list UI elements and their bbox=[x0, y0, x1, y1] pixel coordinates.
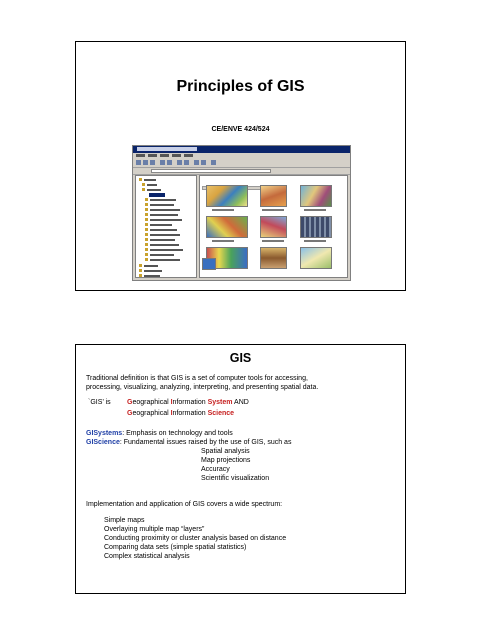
slide-heading: GIS bbox=[229, 351, 252, 365]
spectrum-item: Complex statistical analysis bbox=[104, 553, 190, 560]
issue-item: Scientific visualization bbox=[201, 475, 270, 482]
slide-title bbox=[75, 41, 406, 291]
thumbnail-pane bbox=[199, 175, 348, 278]
issue-item: Map projections bbox=[201, 457, 251, 464]
issue-item: Spatial analysis bbox=[201, 448, 250, 455]
intro-line-2: processing, visualizing, analyzing, interpreting, and presenting spatial data. bbox=[86, 384, 319, 391]
intro-line-1: Traditional definition is that GIS is a set of computer tools for accessing, bbox=[86, 375, 308, 382]
spectrum-item: Comparing data sets (simple spatial statistics) bbox=[104, 544, 247, 551]
catalog-tree bbox=[135, 175, 197, 278]
app-titlebar bbox=[133, 146, 350, 153]
app-address-bar bbox=[133, 168, 350, 175]
definition-science: Geographical Information Science bbox=[127, 410, 235, 417]
spectrum-item: Overlaying multiple map “layers” bbox=[104, 526, 205, 533]
issue-item: Accuracy bbox=[201, 466, 230, 473]
gisystems-line: GISystems: Emphasis on technology and tools bbox=[86, 430, 233, 437]
spectrum-item: Simple maps bbox=[104, 517, 145, 524]
spectrum-item: Conducting proximity or cluster analysis based on distance bbox=[104, 535, 287, 542]
slide-heading: Principles of GIS bbox=[176, 78, 305, 95]
definition-system: Geographical Information System AND bbox=[127, 399, 249, 406]
gis-is-label: `GIS’ is bbox=[88, 399, 111, 406]
giscience-line: GIScience: Fundamental issues raised by the use of GIS, such as bbox=[86, 439, 292, 446]
slide-gis-definition bbox=[75, 344, 406, 594]
implementation-line: Implementation and application of GIS covers a wide spectrum: bbox=[86, 501, 283, 508]
course-code: CE/ENVE 424/524 bbox=[211, 126, 270, 133]
app-toolbar bbox=[133, 158, 350, 168]
gis-catalog-screenshot bbox=[132, 145, 351, 281]
